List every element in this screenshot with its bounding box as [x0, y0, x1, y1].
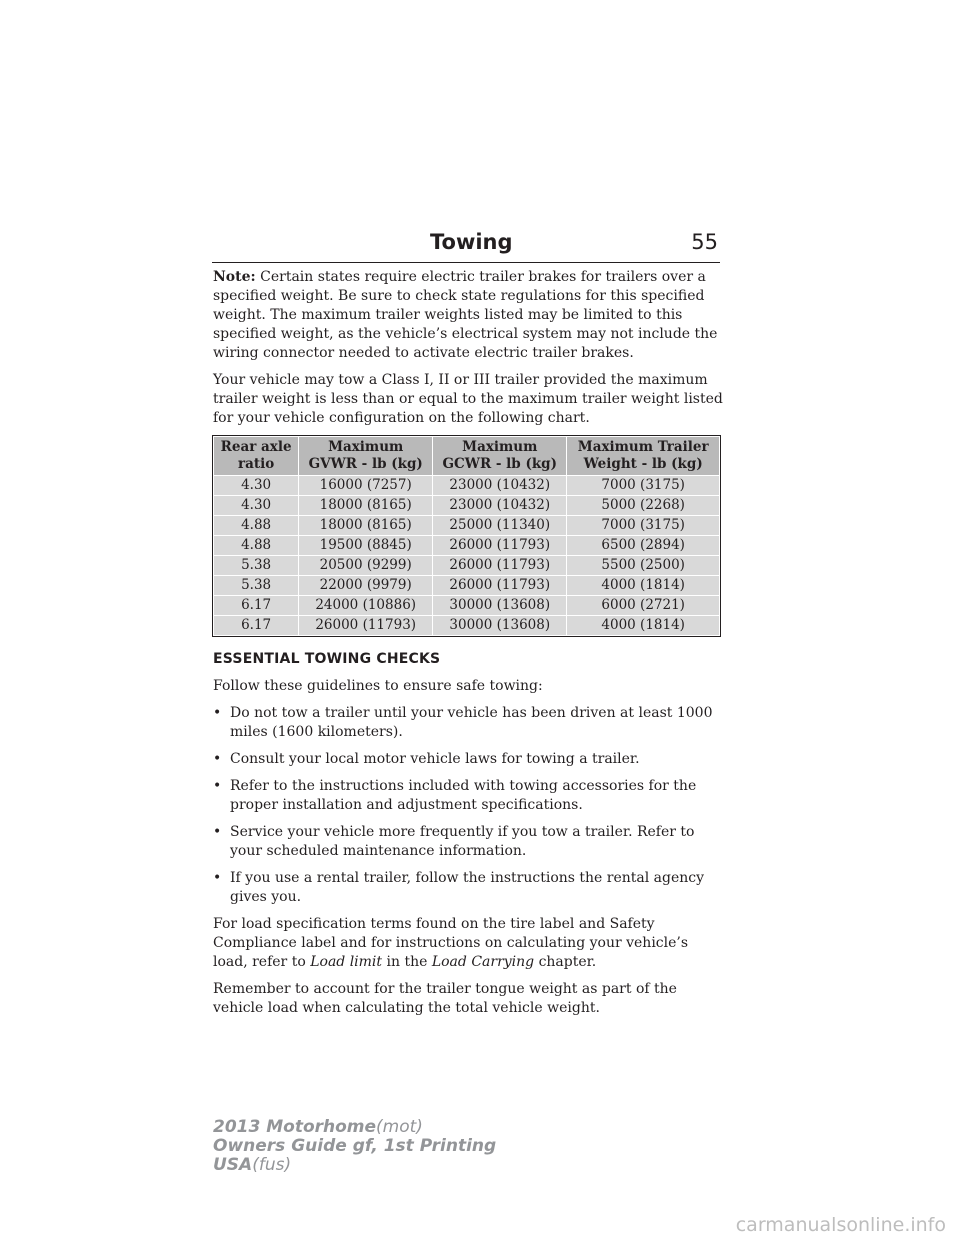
towing-capacity-table — [213, 436, 720, 636]
list-item: • Do not tow a trailer until your vehicle has been driven at least 1000 miles (1600 kilometers). — [213, 705, 713, 740]
table-row: 4.88 19500 (8845) 26000 (11793) 6500 (2894) — [214, 536, 720, 556]
bullet-icon: • — [213, 870, 222, 886]
header-max-gvwr: Maximum GVWR - lb (kg) — [299, 437, 433, 476]
site-watermark: carmanualsonline.info — [735, 1214, 946, 1236]
table-row: 4.88 18000 (8165) 25000 (11340) 7000 (3175) — [214, 516, 720, 536]
bullet-icon: • — [213, 705, 222, 721]
page-content — [213, 268, 723, 1026]
checks-list — [213, 704, 723, 907]
load-paragraph: For load specification terms found on the tire label and Safety Compliance label and for instructions on calculating your vehicle’s load, refer to Load limit in the Load Carrying chapter. — [213, 916, 689, 970]
page-header — [212, 228, 720, 263]
table-header-row — [214, 437, 720, 476]
table-row: 4.30 16000 (7257) 23000 (10432) 7000 (3175) — [214, 476, 720, 496]
bullet-icon: • — [213, 751, 222, 767]
intro-paragraph: Your vehicle may tow a Class I, II or III trailer provided the maximum trailer weight is less than or equal to the maximum trailer weight listed for your vehicle configuration on the following chart. — [213, 372, 723, 426]
load-limit-reference: Load limit — [310, 954, 383, 970]
footer-line-2: Owners Guide gf, 1st Printing — [213, 1136, 497, 1156]
footer-line-3: USA(fus) — [213, 1155, 292, 1175]
load-carrying-reference: Load Carrying — [431, 954, 535, 970]
header-max-gcwr: Maximum GCWR - lb (kg) — [433, 437, 567, 476]
list-item: • If you use a rental trailer, follow the instructions the rental agency gives you. — [213, 870, 705, 905]
section-title: Towing — [430, 230, 513, 254]
header-rear-axle-ratio: Rear axle ratio — [214, 437, 299, 476]
table-row: 6.17 26000 (11793) 30000 (13608) 4000 (1814) — [214, 616, 720, 636]
section-heading-towing-checks: ESSENTIAL TOWING CHECKS — [213, 651, 441, 667]
bullet-icon: • — [213, 778, 222, 794]
table-row: 5.38 22000 (9979) 26000 (11793) 4000 (1814) — [214, 576, 720, 596]
header-max-trailer-weight: Maximum Trailer Weight - lb (kg) — [567, 437, 720, 476]
table-row: 4.30 18000 (8165) 23000 (10432) 5000 (2268) — [214, 496, 720, 516]
note-text: Certain states require electric trailer brakes for trailers over a specified weight. Be sure to check state regulations for this specified weight. The maximum trailer weights listed may be limited to this specified weight, as the vehicle’s electrical system may not include the wiring connector needed to activate electric trailer brakes. — [213, 269, 718, 361]
remember-paragraph: Remember to account for the trailer tongue weight as part of the vehicle load when calculating the total vehicle weight. — [213, 981, 677, 1016]
print-footer — [213, 1118, 496, 1175]
table-row: 6.17 24000 (10886) 30000 (13608) 6000 (2721) — [214, 596, 720, 616]
bullet-icon: • — [213, 824, 222, 840]
list-item: • Service your vehicle more frequently if you tow a trailer. Refer to your scheduled maintenance information. — [213, 824, 695, 859]
note-paragraph — [213, 268, 723, 363]
checks-lead: Follow these guidelines to ensure safe towing: — [213, 678, 543, 694]
table-row: 5.38 20500 (9299) 26000 (11793) 5500 (2500) — [214, 556, 720, 576]
list-item: • Refer to the instructions included with towing accessories for the proper installation and adjustment specifications. — [213, 778, 697, 813]
page-number: 55 — [691, 230, 718, 254]
note-label: Note: — [213, 269, 256, 285]
list-item: • Consult your local motor vehicle laws for towing a trailer. — [213, 751, 640, 767]
footer-line-1: 2013 Motorhome(mot) — [213, 1117, 423, 1137]
